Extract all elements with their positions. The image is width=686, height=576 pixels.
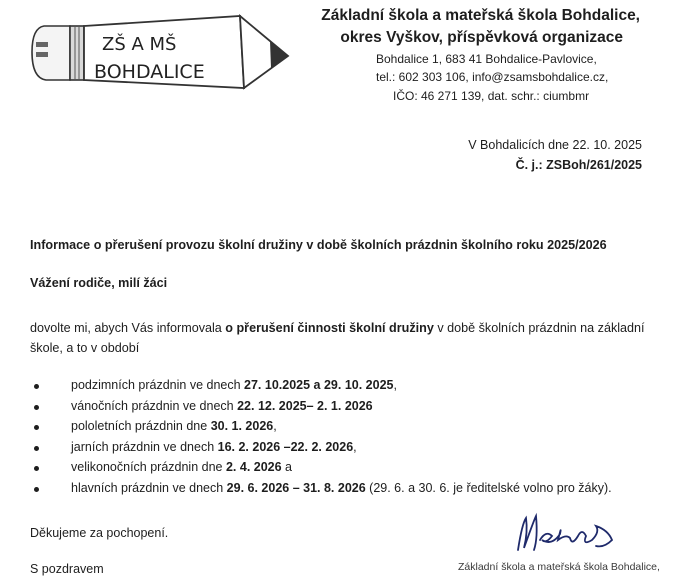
period-text <box>71 399 373 413</box>
period-text <box>71 481 612 495</box>
period-label: podzimních prázdnin ve dnech <box>71 378 245 392</box>
logo-text-line2: BOHDALICE <box>94 61 205 83</box>
closure-period-item <box>34 440 674 458</box>
period-suffix: (29. 6. a 30. 6. je ředitelské volno pro žáky). <box>365 480 612 495</box>
handwritten-signature-icon <box>512 510 622 554</box>
period-suffix: , <box>393 378 397 392</box>
intro-text-before: dovolte mi, abych Vás informovala <box>30 321 226 335</box>
bullet-icon <box>34 425 39 430</box>
closure-period-item <box>34 378 674 396</box>
bullet-icon <box>34 446 39 451</box>
period-dates: 29. 6. 2026 – 31. 8. 2026 <box>226 480 366 495</box>
stamp-org-name: Základní škola a mateřská škola Bohdalice, <box>458 561 660 573</box>
intro-text-bold: o přerušení činnosti školní družiny <box>225 321 434 335</box>
period-dates: 30. 1. 2026 <box>210 419 274 433</box>
period-dates: 16. 2. 2026 –22. 2. 2026 <box>217 439 354 454</box>
org-address: Bohdalice 1, 683 41 Bohdalice-Pavlovice, <box>376 52 597 66</box>
period-label: jarních prázdnin ve dnech <box>71 439 218 454</box>
place-date: V Bohdalicích dne 22. 10. 2025 <box>468 138 642 152</box>
period-text <box>71 440 357 454</box>
closure-period-item <box>34 419 674 437</box>
org-contact: tel.: 602 303 106, info@zsamsbohdalice.cz, <box>376 70 609 84</box>
closure-period-item <box>34 481 674 499</box>
closure-periods-list <box>34 378 674 498</box>
bullet-icon <box>34 384 39 389</box>
reference-number: Č. j.: ZSBoh/261/2025 <box>515 158 642 172</box>
logo-text-line1: ZŠ A MŠ <box>102 34 177 55</box>
letter-greeting: Vážení rodiče, milí žáci <box>30 276 168 290</box>
closure-period-item <box>34 460 674 478</box>
period-label: pololetních prázdnin dne <box>71 419 211 433</box>
period-text <box>71 460 292 474</box>
period-dates: 2. 4. 2026 <box>225 460 282 474</box>
pencil-logo-icon <box>30 8 292 93</box>
org-ids: IČO: 46 271 139, dat. schr.: ciumbmr <box>393 89 590 103</box>
org-name-line1: Základní škola a mateřská škola Bohdalice, <box>321 7 640 24</box>
period-label: velikonočních prázdnin dne <box>71 460 226 474</box>
bullet-icon <box>34 487 39 492</box>
period-dates: 27. 10.2025 a 29. 10. 2025 <box>244 378 394 392</box>
org-name-line2: okres Vyškov, příspěvková organizace <box>340 29 623 46</box>
period-text <box>71 419 277 433</box>
thanks-line: Děkujeme za pochopení. <box>30 526 169 540</box>
intro-paragraph <box>30 318 660 358</box>
period-suffix: , <box>273 419 277 433</box>
intro-text-after: v době školních prázdnin na základní škole, a to v období <box>30 321 645 355</box>
period-dates: 22. 12. 2025– 2. 1. 2026 <box>237 398 373 413</box>
bullet-icon <box>34 466 39 471</box>
bullet-icon <box>34 405 39 410</box>
period-text <box>71 378 397 392</box>
closure-period-item <box>34 399 674 417</box>
period-label: hlavních prázdnin ve dnech <box>71 480 227 495</box>
closing-line: S pozdravem <box>30 562 104 576</box>
period-suffix: a <box>281 460 293 474</box>
letter-subject: Informace o přerušení provozu školní družiny v době školních prázdnin školního roku 2025/2026 <box>30 238 607 252</box>
period-suffix: , <box>353 439 357 454</box>
period-label: vánočních prázdnin ve dnech <box>71 398 238 413</box>
